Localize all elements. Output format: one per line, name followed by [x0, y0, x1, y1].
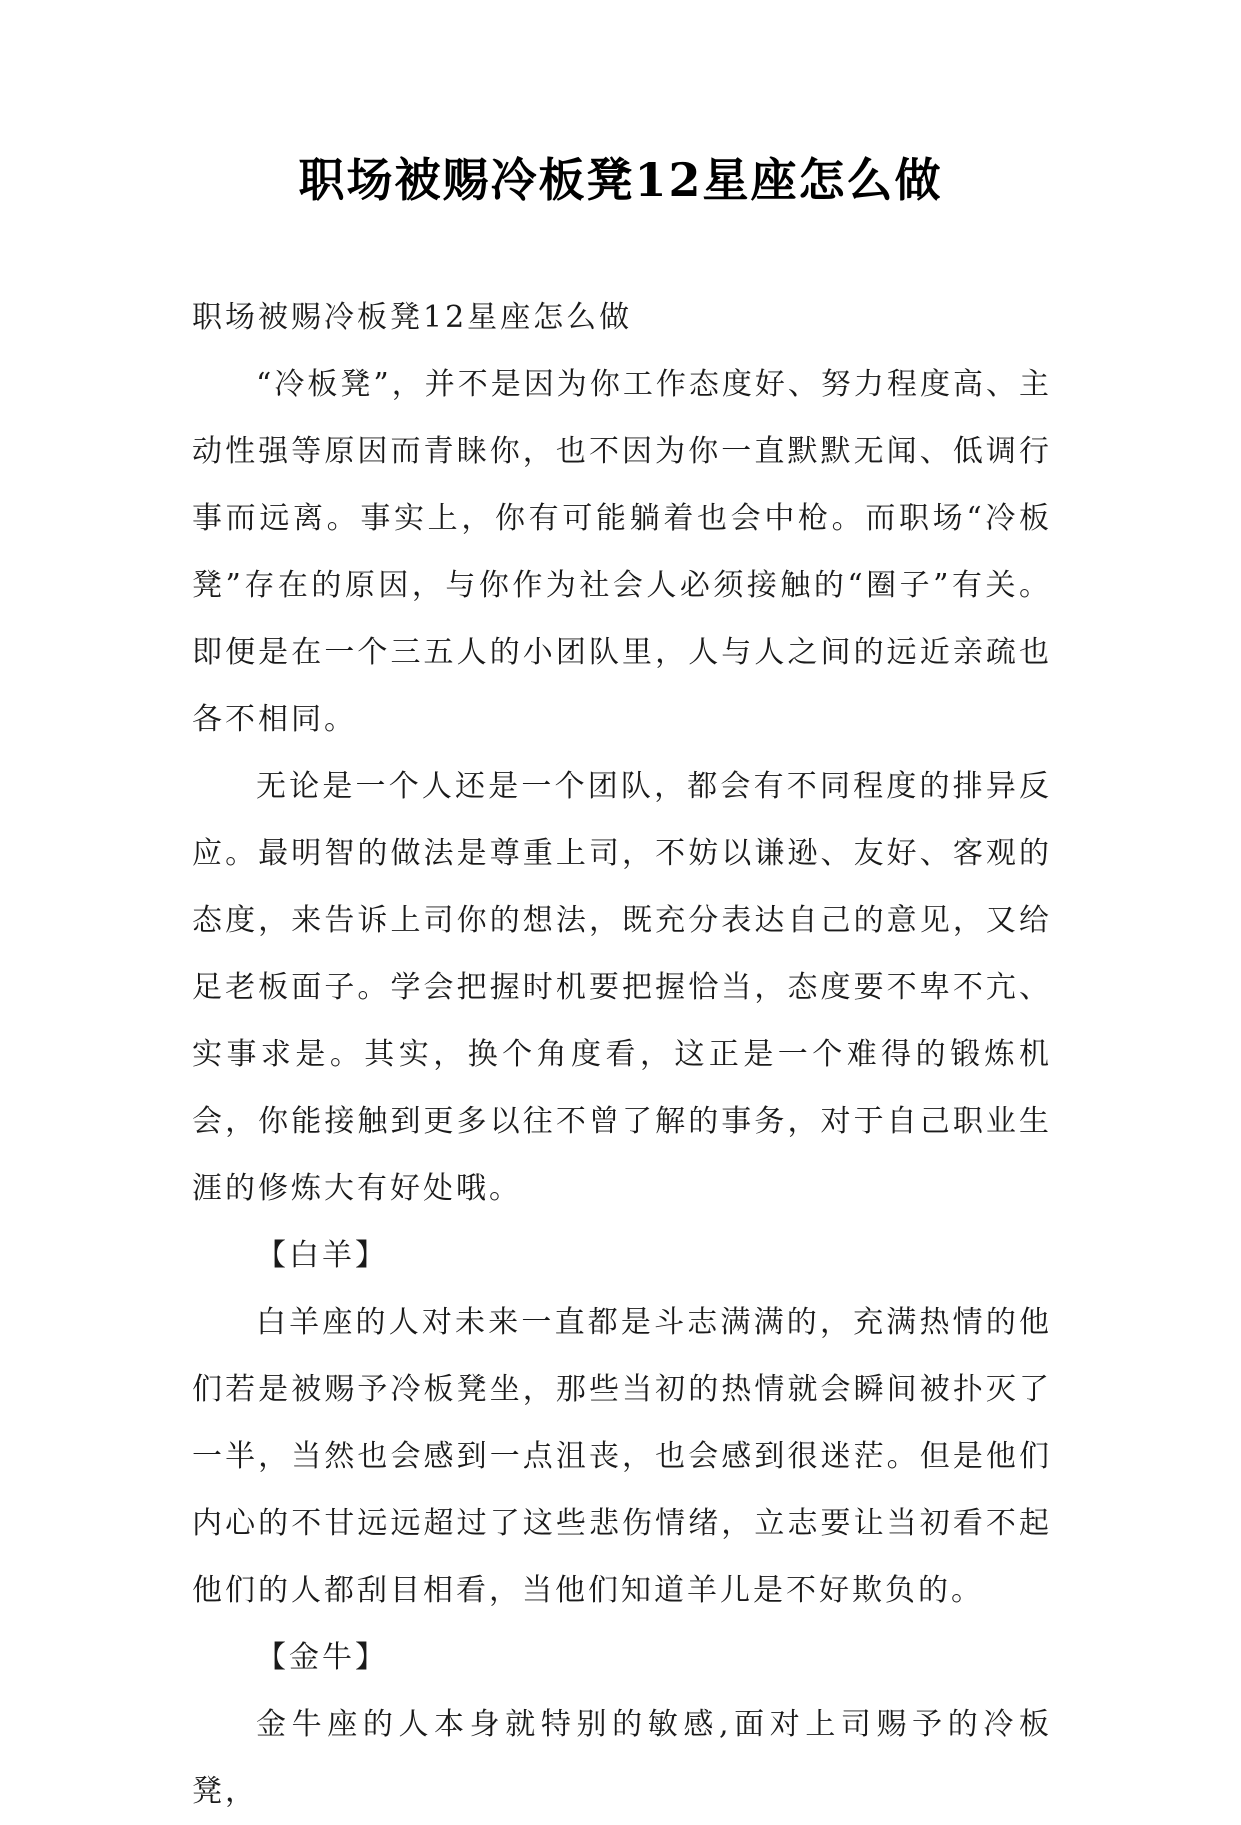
section-heading-taurus: 【金牛】 — [256, 1640, 388, 1675]
document-title: 职场被赐冷板凳12星座怎么做 — [298, 153, 943, 207]
section-heading-aries: 【白羊】 — [256, 1238, 388, 1273]
document-body — [192, 284, 1052, 1825]
section-text-taurus: 金牛座的人本身就特别的敏感,面对上司赐予的冷板凳， — [192, 1707, 1052, 1809]
paragraph: “冷板凳”，并不是因为你工作态度好、努力程度高、主动性强等原因而青睐你，也不因为你一直默默无闻、低调行事而远离。事实上，你有可能躺着也会中枪。而职场“冷板凳”存在的原因，与你作为社会人必须接触的“圈子”有关。即便是在一个三五人的小团队里，人与人之间的远近亲疏也各不相同。 — [192, 367, 1052, 737]
document-subtitle: 职场被赐冷板凳12星座怎么做 — [192, 300, 633, 335]
section-text-aries: 白羊座的人对未来一直都是斗志满满的，充满热情的他们若是被赐予冷板凳坐，那些当初的热情就会瞬间被扑灭了一半，当然也会感到一点沮丧，也会感到很迷茫。但是他们内心的不甘远远超过了这些悲伤情绪，立志要让当初看不起他们的人都刮目相看，当他们知道羊儿是不好欺负的。 — [192, 1305, 1052, 1608]
paragraph: 无论是一个人还是一个团队，都会有不同程度的排异反应。最明智的做法是尊重上司，不妨以谦逊、友好、客观的态度，来告诉上司你的想法，既充分表达自己的意见，又给足老板面子。学会把握时机要把握恰当，态度要不卑不亢、实事求是。其实，换个角度看，这正是一个难得的锻炼机会，你能接触到更多以往不曾了解的事务，对于自己职业生涯的修炼大有好处哦。 — [192, 769, 1052, 1206]
